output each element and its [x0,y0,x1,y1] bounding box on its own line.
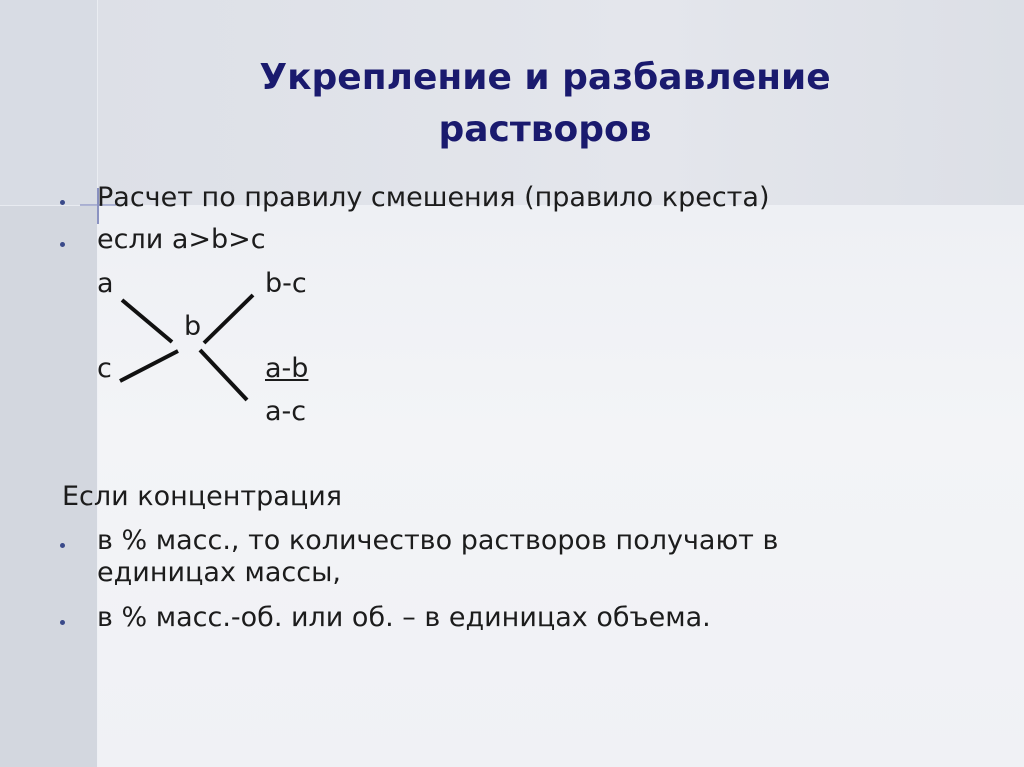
bullet-mass-line-1: в % масс., то количество растворов получают в [97,525,779,556]
scheme-a-minus-c: a-c [265,396,307,427]
bullet-dot [60,620,65,625]
cross-line-upper-right [204,295,253,343]
title-line-1: Укрепление и разбавление [259,57,831,98]
scheme-c: c [97,353,112,384]
title-line-2: растворов [438,109,652,150]
cross-line-upper-left [122,300,172,342]
cross-line-lower-left [120,351,178,381]
scheme-b: b [184,311,202,342]
cross-line-lower-right [200,350,247,400]
bullet-volume: в % масс.-об. или об. – в единицах объема. [97,602,711,633]
slide-title [150,52,940,156]
bullet-dot [60,242,65,247]
cross-diagram [100,280,300,410]
scheme-a: a [97,268,114,299]
bullet-dot [60,543,65,548]
scheme-a-minus-b: a-b [265,353,309,384]
bullet-rule-of-mixing: Расчет по правилу смешения (правило креста) [97,182,770,213]
scheme-b-minus-c: b-c [265,268,307,299]
concentration-heading: Если концентрация [62,481,342,512]
bullet-dot [60,200,65,205]
bullet-condition: если a>b>c [97,224,266,255]
bullet-mass-line-2: единицах массы, [97,557,342,588]
